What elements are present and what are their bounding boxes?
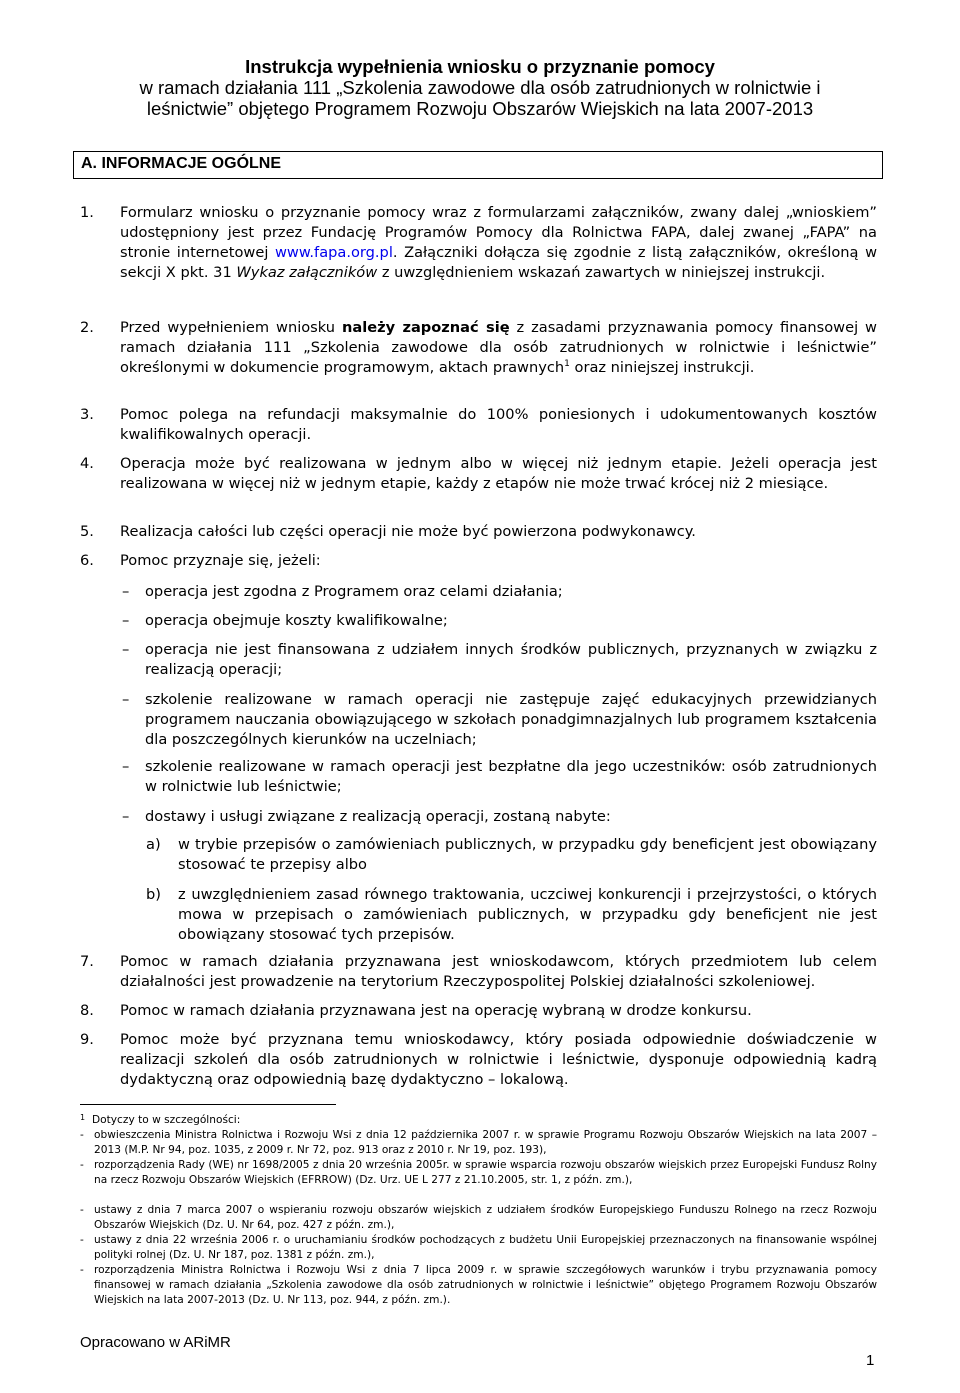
condition-item-1 [122, 582, 877, 602]
item-text: Operacja może być realizowana w jednym albo w więcej niż jednym etapie. Jeżeli operacja jest realizowana w więcej niż w jednym etapie, każdy z etapów nie może trwać krócej niż 2 miesiące. [120, 455, 877, 492]
dash-marker: – [122, 612, 130, 629]
item-number: 5. [80, 523, 94, 540]
page-number: 1 [866, 1352, 875, 1369]
item-text: Pomoc przyznaje się, jeżeli: [120, 552, 321, 569]
footnote-dash: - [80, 1234, 84, 1246]
dash-marker: – [122, 641, 130, 658]
footnote-intro-text: Dotyczy to w szczególności: [92, 1114, 241, 1126]
condition-text: operacja nie jest finansowana z udziałem innych środków publicznych, przyznanych w związku z realizacją operacji; [145, 641, 877, 678]
list-item-3 [80, 405, 877, 445]
document-title [75, 56, 885, 119]
sub-item-marker: a) [146, 836, 161, 853]
footnote-entry-5 [80, 1263, 877, 1308]
footnote-entry-4 [80, 1233, 877, 1263]
list-item-1 [80, 203, 877, 283]
condition-text: dostawy i usługi związane z realizacją operacji, zostaną nabyte: [145, 808, 611, 825]
condition-text: operacja obejmuje koszty kwalifikowalne; [145, 612, 448, 629]
item-number: 4. [80, 455, 94, 472]
item-text: Pomoc polega na refundacji maksymalnie do 100% poniesionych i udokumentowanych kosztów kwalifikowalnych operacji. [120, 406, 877, 443]
fapa-website-link[interactable]: www.fapa.org.pl [274, 244, 393, 261]
condition-item-4 [122, 690, 877, 750]
footnote-entry-1 [80, 1128, 877, 1158]
list-item-8 [80, 1001, 877, 1021]
condition-item-3 [122, 640, 877, 680]
condition-item-5 [122, 757, 877, 797]
condition-item-2 [122, 611, 877, 631]
list-item-7 [80, 952, 877, 992]
item-text: Pomoc może być przyznana temu wnioskodawcy, który posiada odpowiednie doświadczenie w realizacji szkoleń dla osób zatrudnionych w rolnictwie i leśnictwie, dysponuje odpowiednią kadrą dydaktyczną oraz odpowiednią bazę dydaktyczno – lokalową. [120, 1031, 877, 1088]
footnote-dash: - [80, 1264, 84, 1276]
dash-marker: – [122, 583, 130, 600]
item-text: Formularz wniosku o przyznanie pomocy wraz z formularzami załączników, zwany dalej „wnioskiem” udostępniony jest przez Fundację Programów Pomocy dla Rolnictwa FAPA, dalej zwanej „FAPA” na stronie internetowej www.fapa.org.pl. Załączniki dołącza się zgodnie z listą załączników, określoną w sekcji X pkt. 31 Wykaz załączników z uwzględnieniem wskazań zawartych w niniejszej instrukcji. [120, 204, 878, 281]
sub-item-text: w trybie przepisów o zamówieniach publicznych, w przypadku gdy beneficjent jest obowiązany stosować te przepisy albo [178, 836, 877, 873]
sub-item-b [146, 885, 877, 945]
footer-source: Opracowano w ARiMR [80, 1334, 231, 1351]
footnote-text: obwieszczenia Ministra Rolnictwa i Rozwoju Wsi z dnia 12 października 2007 r. w sprawie Programu Rozwoju Obszarów Wiejskich na lata 2007 – 2013 (M.P. Nr 94, poz. 1035, z 2009 r. Nr 72, poz. 913 oraz z 2010 r. Nr 19, poz. 193), [94, 1129, 877, 1156]
condition-text: szkolenie realizowane w ramach operacji jest bezpłatne dla jego uczestników: osób zatrudnionych w rolnictwie lub leśnictwie; [145, 758, 877, 795]
footnote-dash: - [80, 1159, 84, 1171]
title-line-3: leśnictwie” objętego Programem Rozwoju Obszarów Wiejskich na lata 2007-2013 [146, 98, 814, 119]
sub-item-a [146, 835, 877, 875]
sub-item-text: z uwzględnieniem zasad równego traktowania, uczciwej konkurencji i przejrzystości, o których mowa w przepisach o zamówieniach publicznych, w przypadku gdy beneficjent nie jest obowiązany stosować tych przepisów. [178, 886, 877, 943]
sub-item-marker: b) [146, 886, 161, 903]
footnote-separator [80, 1104, 336, 1105]
title-line-1: Instrukcja wypełnienia wniosku o przyznanie pomocy [245, 56, 715, 77]
list-item-9 [80, 1030, 877, 1090]
footnote-entry-3 [80, 1203, 877, 1233]
dash-marker: – [122, 808, 130, 825]
list-item-4 [80, 454, 877, 494]
item-number: 9. [80, 1031, 94, 1048]
item-number: 3. [80, 406, 94, 423]
list-item-2 [80, 318, 877, 378]
item-number: 1. [80, 204, 94, 221]
footnote-text: rozporządzenia Rady (WE) nr 1698/2005 z dnia 20 września 2005r. w sprawie wsparcia rozwoju obszarów wiejskich przez Europejski Fundusz Rolny na rzecz Rozwoju Obszarów Wiejskich (EFRROW) (Dz. Urz. UE L 277 z 21.10.2005, str. 1, z późn. zm.), [94, 1159, 877, 1186]
footnote-text: ustawy z dnia 7 marca 2007 o wspieraniu rozwoju obszarów wiejskich z udziałem środków Europejskiego Funduszu Rolnego na rzecz Rozwoju Obszarów Wiejskich (Dz. U. Nr 64, poz. 427 z późn. zm.), [94, 1204, 877, 1231]
footnote-text: ustawy z dnia 22 września 2006 r. o uruchamianiu środków pochodzących z budżetu Unii Europejskiej przeznaczonych na finansowanie wspólnej polityki rolnej (Dz. U. Nr 187, poz. 1381 z późn. zm.), [94, 1234, 877, 1261]
item-number: 2. [80, 319, 94, 336]
item-text: Realizacja całości lub części operacji nie może być powierzona podwykonawcy. [120, 523, 696, 540]
list-item-6 [80, 551, 877, 571]
section-header-box [73, 151, 883, 179]
condition-item-6 [122, 807, 877, 827]
footnote-reference[interactable]: 1 [564, 359, 570, 370]
dash-marker: – [122, 758, 130, 775]
item-text: Pomoc w ramach działania przyznawana jest wnioskodawcom, których przedmiotem lub celem działalności jest prowadzenie na terytorium Rzeczypospolitej Polskiej działalności szkoleniowej. [120, 953, 877, 990]
footnote-dash: - [80, 1204, 84, 1216]
item-text: Przed wypełnieniem wniosku należy zapoznać się z zasadami przyznawania pomocy finansowej w ramach działania 111 „Szkolenia zawodowe dla osób zatrudnionych w rolnictwie i leśnictwie” określonymi w dokumencie programowym, aktach prawnych$^1$ oraz niniejszej instrukcji. [120, 319, 877, 376]
condition-text: szkolenie realizowane w ramach operacji nie zastępuje zajęć edukacyjnych przewidzianych programem nauczania obowiązującego w szkołach ponadgimnazjalnych lub programem kształcenia dla poszczególnych kierunków na uczelniach; [145, 691, 877, 748]
item-number: 8. [80, 1002, 94, 1019]
footnote-dash: - [80, 1129, 84, 1141]
footnote-text: rozporządzenia Ministra Rolnictwa i Rozwoju Wsi z dnia 7 lipca 2009 r. w sprawie szczegółowych warunków i trybu przyznawania pomocy finansowej w ramach działania „Szkolenia zawodowe dla osób zatrudnionych w rolnictwie i leśnictwie” objętego Programem Rozwoju Obszarów Wiejskich na lata 2007-2013 (Dz. U. Nr 113, poz. 944, z późn. zm.). [94, 1264, 877, 1306]
title-line-2: w ramach działania 111 „Szkolenia zawodowe dla osób zatrudnionych w rolnictwie i [139, 77, 821, 98]
footnote-entry-2 [80, 1158, 877, 1188]
item-number: 6. [80, 552, 94, 569]
footnote-intro [80, 1113, 877, 1128]
footnote-mark: 1 [80, 1113, 86, 1122]
section-title: A. INFORMACJE OGÓLNE [81, 155, 282, 172]
list-item-5 [80, 522, 877, 542]
condition-text: operacja jest zgodna z Programem oraz celami działania; [145, 583, 563, 600]
item-text: Pomoc w ramach działania przyznawana jest na operację wybraną w drodze konkursu. [120, 1002, 752, 1019]
dash-marker: – [122, 691, 130, 708]
item-number: 7. [80, 953, 94, 970]
